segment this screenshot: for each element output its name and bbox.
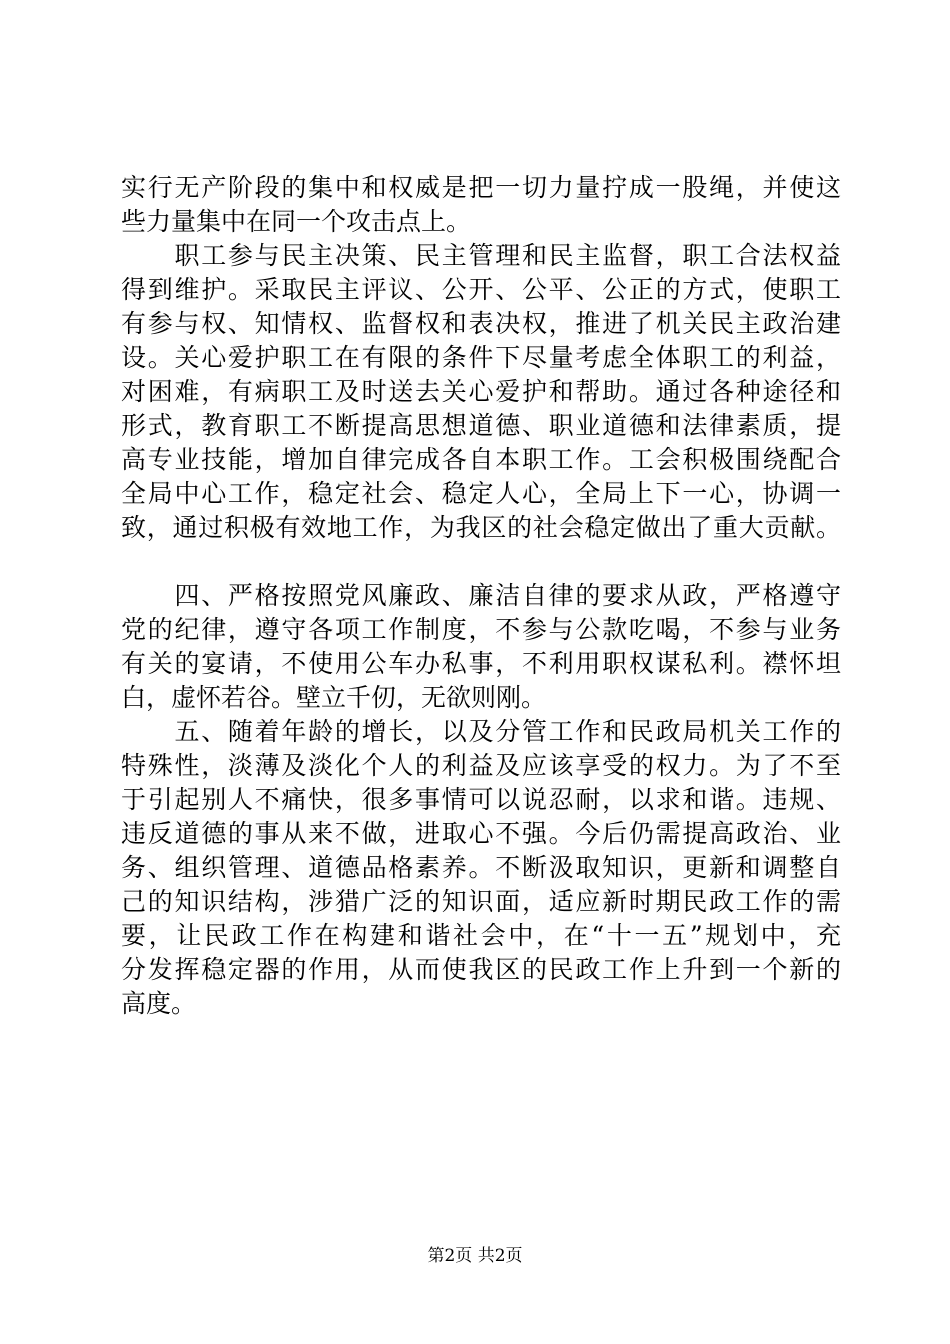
text-line: 设。关心爱护职工在有限的条件下尽量考虑全体职工的利益， <box>121 343 841 372</box>
text-line: 白，虚怀若谷。壁立千仞，无欲则刚。 <box>121 683 547 712</box>
text-line: 党的纪律，遵守各项工作制度，不参与公款吃喝，不参与业务 <box>121 615 841 644</box>
text-line: 些力量集中在同一个攻击点上。 <box>121 207 472 236</box>
paragraph <box>121 239 841 545</box>
text-line: 得到维护。采取民主评议、公开、公平、公正的方式，使职工 <box>121 275 841 304</box>
text-line: 有参与权、知情权、监督权和表决权，推进了机关民主政治建 <box>121 309 841 338</box>
paragraph <box>121 715 841 1021</box>
text-line: 职工参与民主决策、民主管理和民主监督，职工合法权益 <box>121 241 841 270</box>
text-line: 全局中心工作，稳定社会、稳定人心，全局上下一心，协调一 <box>121 479 841 508</box>
text-line: 特殊性，淡薄及淡化个人的利益及应该享受的权力。为了不至 <box>121 751 841 780</box>
text-line: 五、随着年龄的增长，以及分管工作和民政局机关工作的 <box>121 717 841 746</box>
text-line: 务、组织管理、道德品格素养。不断汲取知识，更新和调整自 <box>121 853 841 882</box>
text-line: 违反道德的事从来不做，进取心不强。今后仍需提高政治、业 <box>121 819 841 848</box>
paragraph <box>121 579 841 715</box>
text-line: 致，通过积极有效地工作，为我区的社会稳定做出了重大贡献。 <box>121 513 841 542</box>
paragraph <box>121 171 841 239</box>
text-line: 高度。 <box>121 989 197 1018</box>
text-line: 四、严格按照党风廉政、廉洁自律的要求从政，严格遵守 <box>121 581 841 610</box>
text-line: 有关的宴请，不使用公车办私事，不利用职权谋私利。襟怀坦 <box>121 649 841 678</box>
text-line: 于引起别人不痛快，很多事情可以说忍耐，以求和谐。违规、 <box>121 785 841 814</box>
text-line: 实行无产阶段的集中和权威是把一切力量拧成一股绳，并使这 <box>121 173 841 202</box>
text-line: 对困难，有病职工及时送去关心爱护和帮助。通过各种途径和 <box>121 377 841 406</box>
text-line: 分发挥稳定器的作用，从而使我区的民政工作上升到一个新的 <box>121 955 841 984</box>
paragraph-gap <box>121 545 841 579</box>
text-line: 形式，教育职工不断提高思想道德、职业道德和法律素质，提 <box>121 411 841 440</box>
text-line: 己的知识结构，涉猎广泛的知识面，适应新时期民政工作的需 <box>121 887 841 916</box>
text-line: 高专业技能，增加自律完成各自本职工作。工会积极围绕配合 <box>121 445 841 474</box>
document-body <box>121 171 841 1021</box>
text-line: 要，让民政工作在构建和谐社会中，在“十一五”规划中，充 <box>121 921 841 950</box>
page-number-footer: 第2页 共2页 <box>427 1246 523 1266</box>
